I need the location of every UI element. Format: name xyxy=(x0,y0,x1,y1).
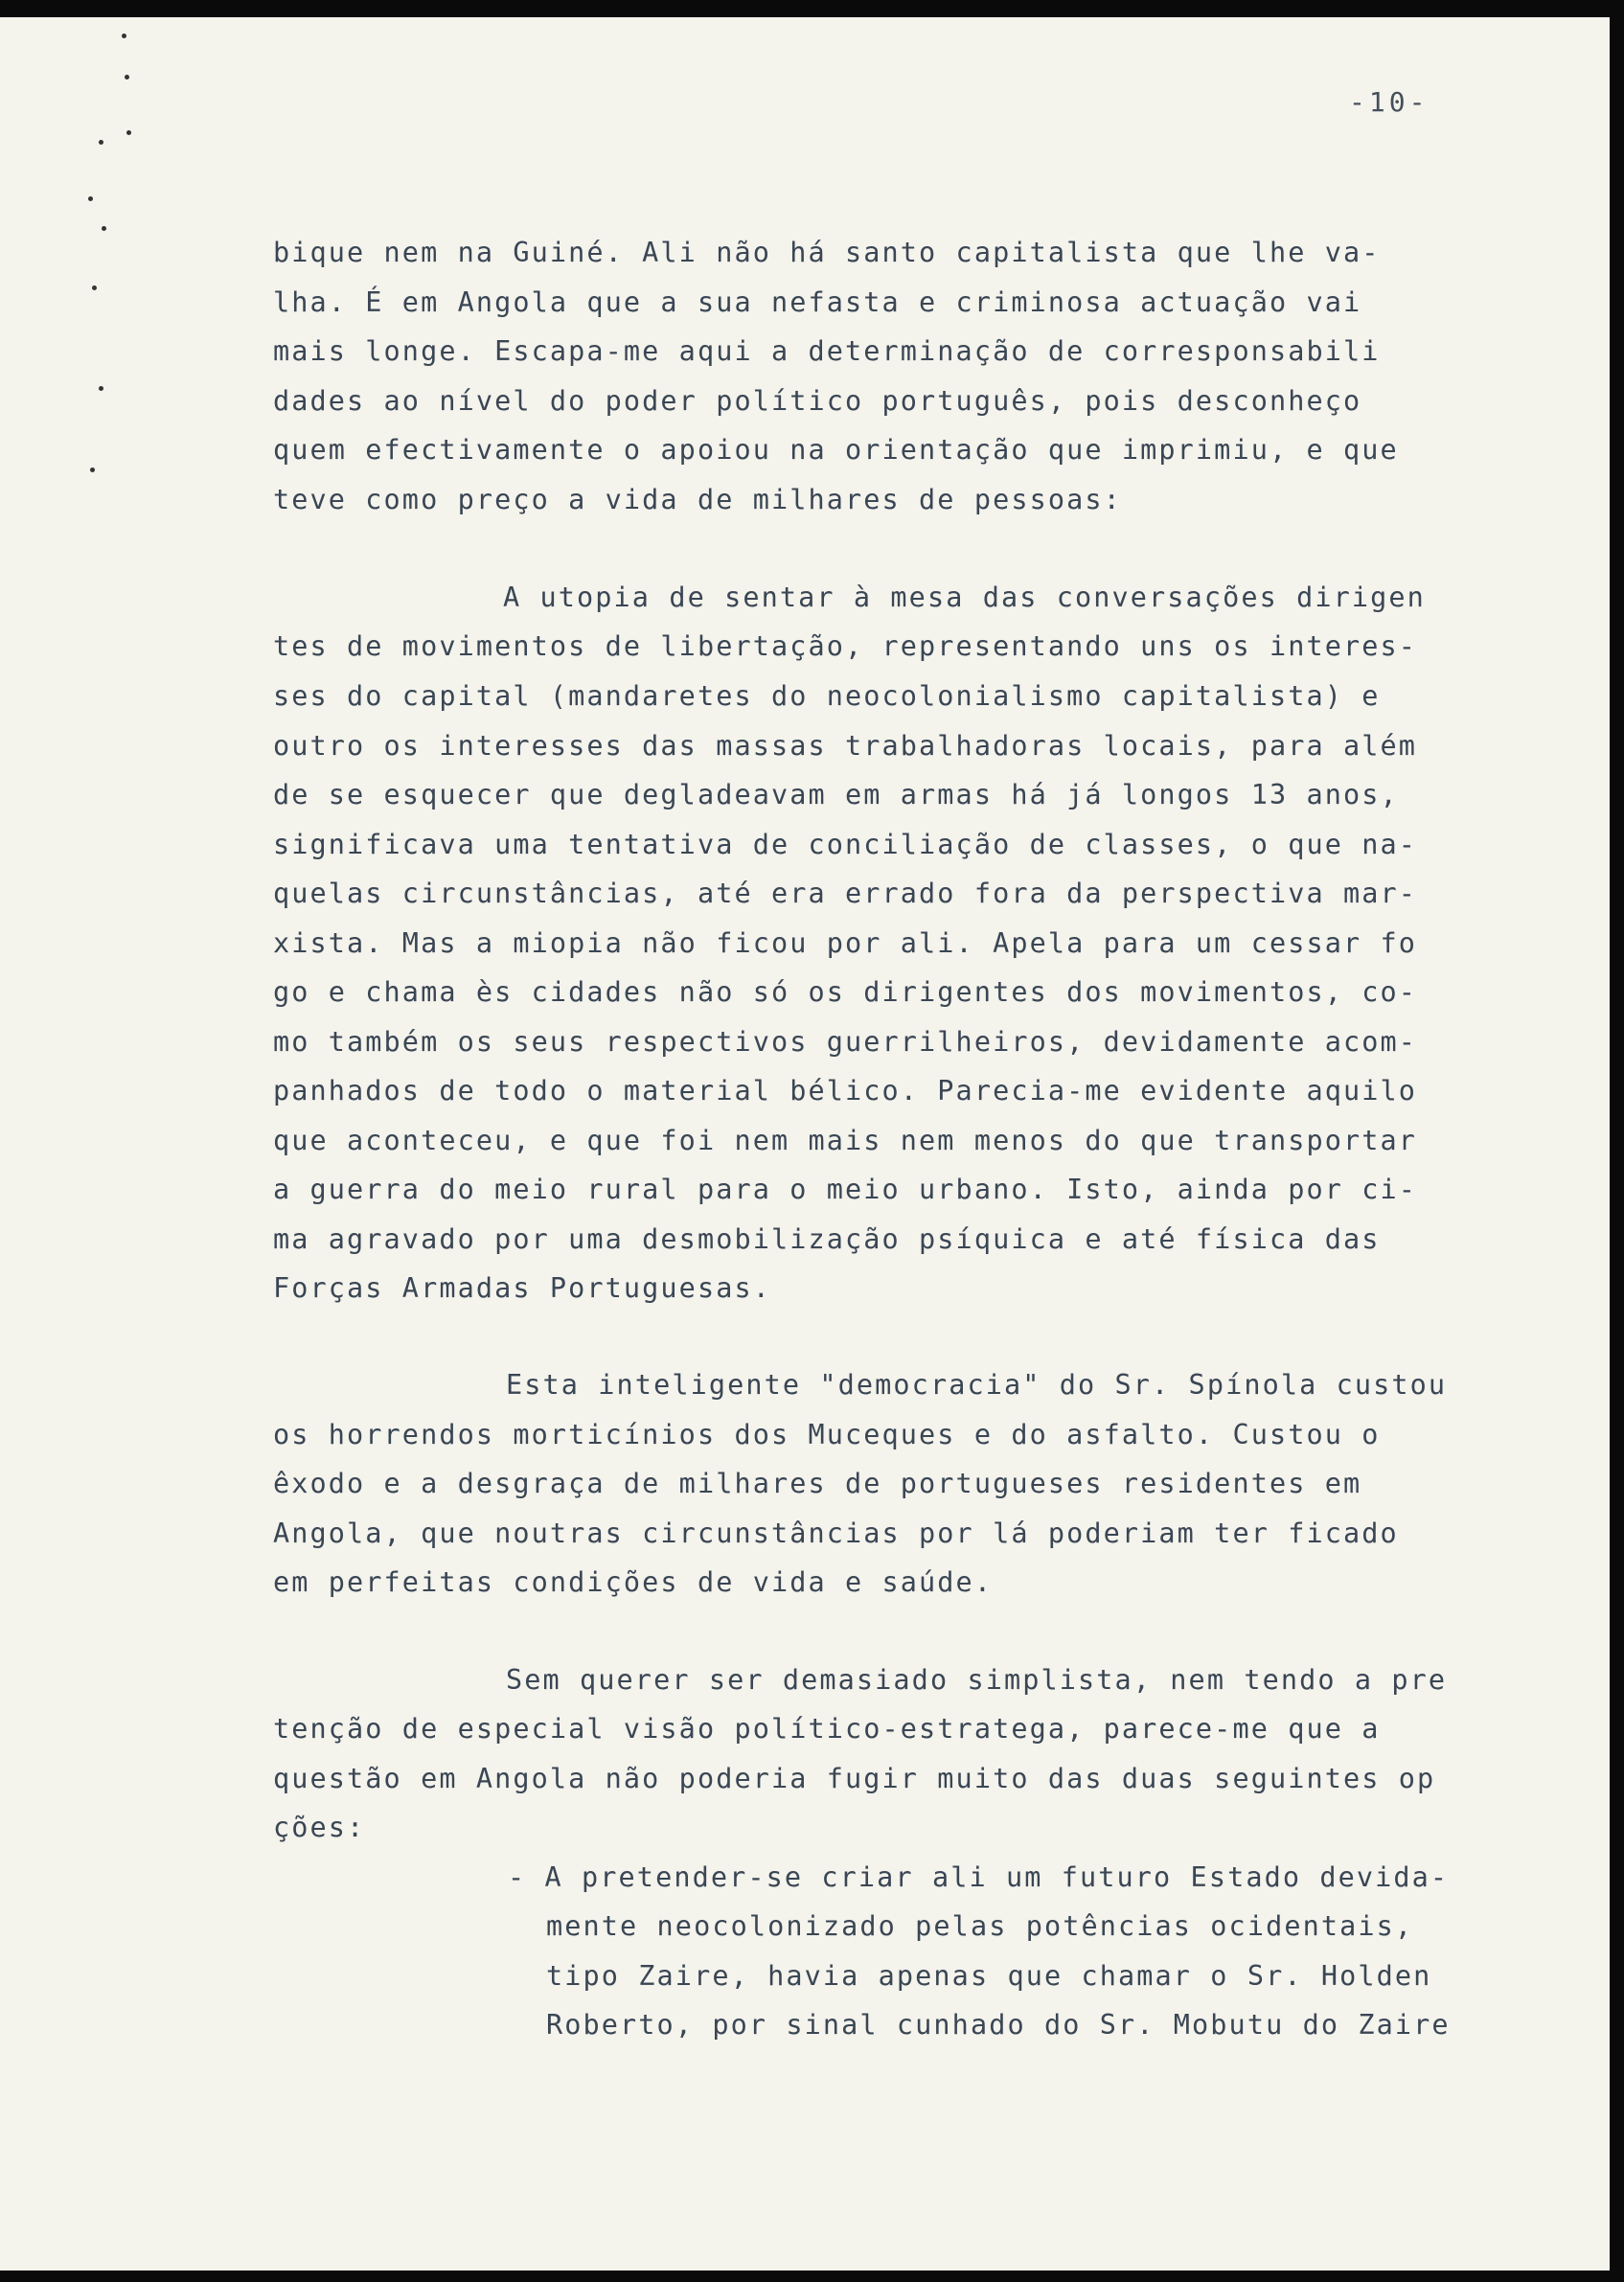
text-line: de se esquecer que degladeavam em armas há já longos 13 anos, xyxy=(273,779,1399,810)
text-line: xista. Mas a miopia não ficou por ali. Apela para um cessar fo xyxy=(273,927,1418,959)
text-line: Forças Armadas Portuguesas. xyxy=(273,1272,771,1304)
text-line: Roberto, por sinal cunhado do Sr. Mobutu do Zaire xyxy=(546,2009,1451,2041)
binder-hole-mark xyxy=(122,34,126,38)
text-line: quelas circunstâncias, até era errado fora da perspectiva mar- xyxy=(273,878,1418,909)
text-line: ses do capital (mandaretes do neocolonialismo capitalista) e xyxy=(273,680,1381,712)
text-line: questão em Angola não poderia fugir muito das duas seguintes op xyxy=(273,1763,1436,1794)
text-line: A utopia de sentar à mesa das conversações dirigen xyxy=(503,582,1426,613)
binder-hole-mark xyxy=(99,386,103,391)
text-line: a guerra do meio rural para o meio urbano. Isto, ainda por ci- xyxy=(273,1174,1418,1205)
text-line: ções: xyxy=(273,1812,366,1843)
text-line: ma agravado por uma desmobilização psíquica e até física das xyxy=(273,1223,1381,1255)
text-line: Esta inteligente "democracia" do Sr. Spínola custou xyxy=(506,1369,1448,1401)
text-line: mais longe. Escapa-me aqui a determinação de corresponsabili xyxy=(273,335,1381,367)
text-line: go e chama ès cidades não só os dirigentes dos movimentos, co- xyxy=(273,976,1418,1008)
text-line: lha. É em Angola que a sua nefasta e criminosa actuação vai xyxy=(273,286,1362,318)
text-line: êxodo e a desgraça de milhares de portugueses residentes em xyxy=(273,1468,1362,1499)
text-line: teve como preço a vida de milhares de pessoas: xyxy=(273,484,1122,515)
binder-hole-mark xyxy=(92,285,97,290)
text-line: mo também os seus respectivos guerrilheiros, devidamente acom- xyxy=(273,1026,1418,1058)
text-line: que aconteceu, e que foi nem mais nem menos do que transportar xyxy=(273,1125,1418,1156)
text-line: quem efectivamente o apoiou na orientação que imprimiu, e que xyxy=(273,434,1399,466)
list-item: - A pretender-se criar ali um futuro Estado devida- xyxy=(508,1861,1450,1893)
binder-hole-mark xyxy=(99,140,103,145)
text-line: significava uma tentativa de conciliação de classes, o que na- xyxy=(273,829,1418,860)
text-line: outro os interesses das massas trabalhadoras locais, para além xyxy=(273,730,1418,762)
text-line: Sem querer ser demasiado simplista, nem tendo a pre xyxy=(506,1664,1448,1696)
document-page xyxy=(0,17,1610,2271)
text-line: mente neocolonizado pelas potências ocidentais, xyxy=(546,1910,1414,1942)
binder-hole-mark xyxy=(102,226,106,231)
text-line: Angola, que noutras circunstâncias por lá poderiam ter ficado xyxy=(273,1518,1399,1549)
text-line: tenção de especial visão político-estratega, parece-me que a xyxy=(273,1713,1381,1745)
binder-hole-mark xyxy=(90,468,95,472)
binder-hole-mark xyxy=(125,75,129,80)
text-line: bique nem na Guiné. Ali não há santo capitalista que lhe va- xyxy=(273,237,1381,268)
text-line: em perfeitas condições de vida e saúde. xyxy=(273,1566,994,1598)
text-line: os horrendos morticínios dos Muceques e do asfalto. Custou o xyxy=(273,1419,1381,1450)
text-line: dades ao nível do poder político português, pois desconheço xyxy=(273,385,1362,417)
text-line: tipo Zaire, havia apenas que chamar o Sr. Holden xyxy=(546,1960,1432,1992)
text-line: tes de movimentos de libertação, representando uns os interes- xyxy=(273,630,1418,662)
binder-hole-mark xyxy=(126,130,131,135)
text-line: panhados de todo o material bélico. Parecia-me evidente aquilo xyxy=(273,1075,1418,1107)
page-number: -10- xyxy=(1349,86,1430,118)
binder-hole-mark xyxy=(88,196,93,201)
